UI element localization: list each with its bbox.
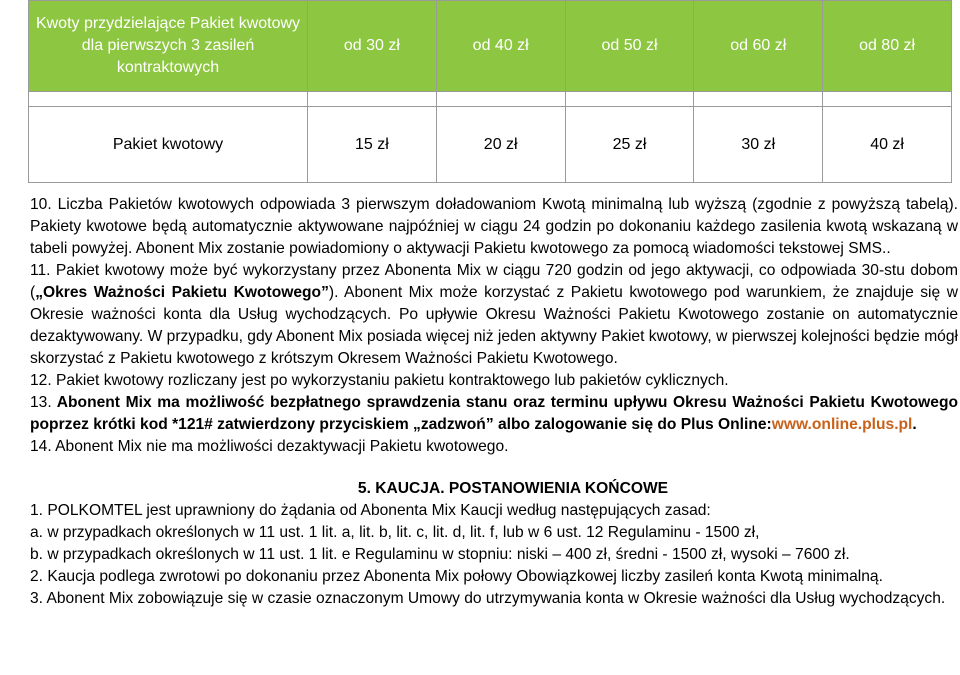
paragraph-number: 10. bbox=[30, 196, 52, 213]
plus-online-link[interactable]: www.online.plus.pl bbox=[771, 416, 913, 433]
paragraph-text: Abonent Mix ma możliwość bezpłatnego sprawdzenia stanu oraz terminu upływu Okresu Ważności Pakietu Kwotowego poprzez krótki kod *121# zatwierdzony przyciskiem „zadzwoń” albo zalogowanie się do Plus Online: bbox=[30, 394, 958, 433]
table-cell: Pakiet kwotowy bbox=[29, 107, 308, 183]
header-cell: od 80 zł bbox=[823, 1, 952, 92]
paragraph-text: ). Abonent Mix może korzystać z Pakietu kwotowego pod warunkiem, że znajduje się w Okresie ważności konta dla Usług wychodzących. Po upływie Okresu Ważności Pakietu Kwotowego zostanie on automatycznie dezaktywowany. W przypadku, gdy Abonent Mix posiada więcej niż jeden aktywny Pakiet kwotowy, w pierwszej kolejności będzie mógł skorzystać z Pakietu kwotowego z krótszym Okresem Ważności Pakietu Kwotowego. bbox=[30, 284, 958, 367]
quota-table bbox=[28, 0, 952, 183]
section-item-1: 1. POLKOMTEL jest uprawniony do żądania od Abonenta Mix Kaucji według następujących zasad: bbox=[30, 502, 711, 519]
spacer-cell bbox=[694, 92, 823, 107]
paragraph-11 bbox=[30, 260, 958, 370]
header-cell: od 30 zł bbox=[308, 1, 437, 92]
paragraph-14 bbox=[30, 436, 958, 458]
table-spacer-row bbox=[29, 92, 952, 107]
paragraph-text: Pakiet kwotowy może być wykorzystany przez Abonenta Mix w ciągu 720 godzin od jego aktywacji, co odpowiada 30-stu dobom ( bbox=[30, 262, 958, 301]
section-item-1a: a. w przypadkach określonych w 11 ust. 1 lit. a, lit. b, lit. c, lit. d, lit. f, lub w 6 ust. 12 Regulaminu - 1500 zł, bbox=[30, 524, 760, 541]
table-cell: 30 zł bbox=[694, 107, 823, 183]
spacer-cell bbox=[823, 92, 952, 107]
paragraph-number: 11. bbox=[30, 262, 51, 279]
paragraph-end: . bbox=[912, 416, 917, 433]
paragraph-13 bbox=[30, 392, 958, 436]
table-cell: 15 zł bbox=[308, 107, 437, 183]
spacer-cell bbox=[29, 92, 308, 107]
table-cell: 20 zł bbox=[436, 107, 565, 183]
paragraph-12 bbox=[30, 370, 958, 392]
header-cell: od 60 zł bbox=[694, 1, 823, 92]
paragraph-text: Abonent Mix nie ma możliwości dezaktywacji Pakietu kwotowego. bbox=[51, 438, 509, 455]
section-title: 5. KAUCJA. POSTANOWIENIA KOŃCOWE bbox=[357, 480, 669, 497]
document-body bbox=[30, 194, 958, 610]
paragraph-number: 12. bbox=[30, 372, 52, 389]
header-cell: od 50 zł bbox=[565, 1, 694, 92]
spacer-cell bbox=[565, 92, 694, 107]
header-cell: od 40 zł bbox=[436, 1, 565, 92]
bold-term: „Okres Ważności Pakietu Kwotowego” bbox=[35, 284, 329, 301]
table-cell: 40 zł bbox=[823, 107, 952, 183]
table-header-row bbox=[29, 1, 952, 92]
section-item-2: 2. Kaucja podlega zwrotowi po dokonaniu przez Abonenta Mix połowy Obowiązkowej liczby zasileń konta Kwotą minimalną. bbox=[30, 568, 883, 585]
paragraph-number: 3. bbox=[30, 590, 44, 607]
paragraph-10 bbox=[30, 194, 958, 260]
section-item-3 bbox=[30, 588, 958, 610]
paragraph-text: Abonent Mix zobowiązuje się w czasie oznaczonym Umowy do utrzymywania konta w Okresie ważności dla Usług wychodzących. bbox=[43, 590, 946, 607]
header-cell: Kwoty przydzielające Pakiet kwotowy dla pierwszych 3 zasileń kontraktowych bbox=[29, 1, 308, 92]
paragraph-number: 13. bbox=[30, 394, 52, 411]
paragraph-text: Pakiet kwotowy rozliczany jest po wykorzystaniu pakietu kontraktowego lub pakietów cyklicznych. bbox=[51, 372, 729, 389]
table-row bbox=[29, 107, 952, 183]
spacer-cell bbox=[308, 92, 437, 107]
paragraph-number: 14. bbox=[30, 438, 52, 455]
spacer-cell bbox=[436, 92, 565, 107]
table-cell: 25 zł bbox=[565, 107, 694, 183]
paragraph-text: Liczba Pakietów kwotowych odpowiada 3 pierwszym doładowaniom Kwotą minimalną lub wyższą (zgodnie z powyższą tabelą). Pakiety kwotowe będą automatycznie aktywowane najpóźniej w ciągu 24 godzin po dokonaniu każdego zasilenia kwotą wskazaną w tabeli powyżej. Abonent Mix zostanie powiadomiony o aktywacji Pakietu kwotowego za pomocą wiadomości tekstowej SMS.. bbox=[30, 196, 958, 257]
section-item-1b: b. w przypadkach określonych w 11 ust. 1 lit. e Regulaminu w stopniu: niski – 400 zł, średni - 1500 zł, wysoki – 7600 zł. bbox=[30, 546, 850, 563]
